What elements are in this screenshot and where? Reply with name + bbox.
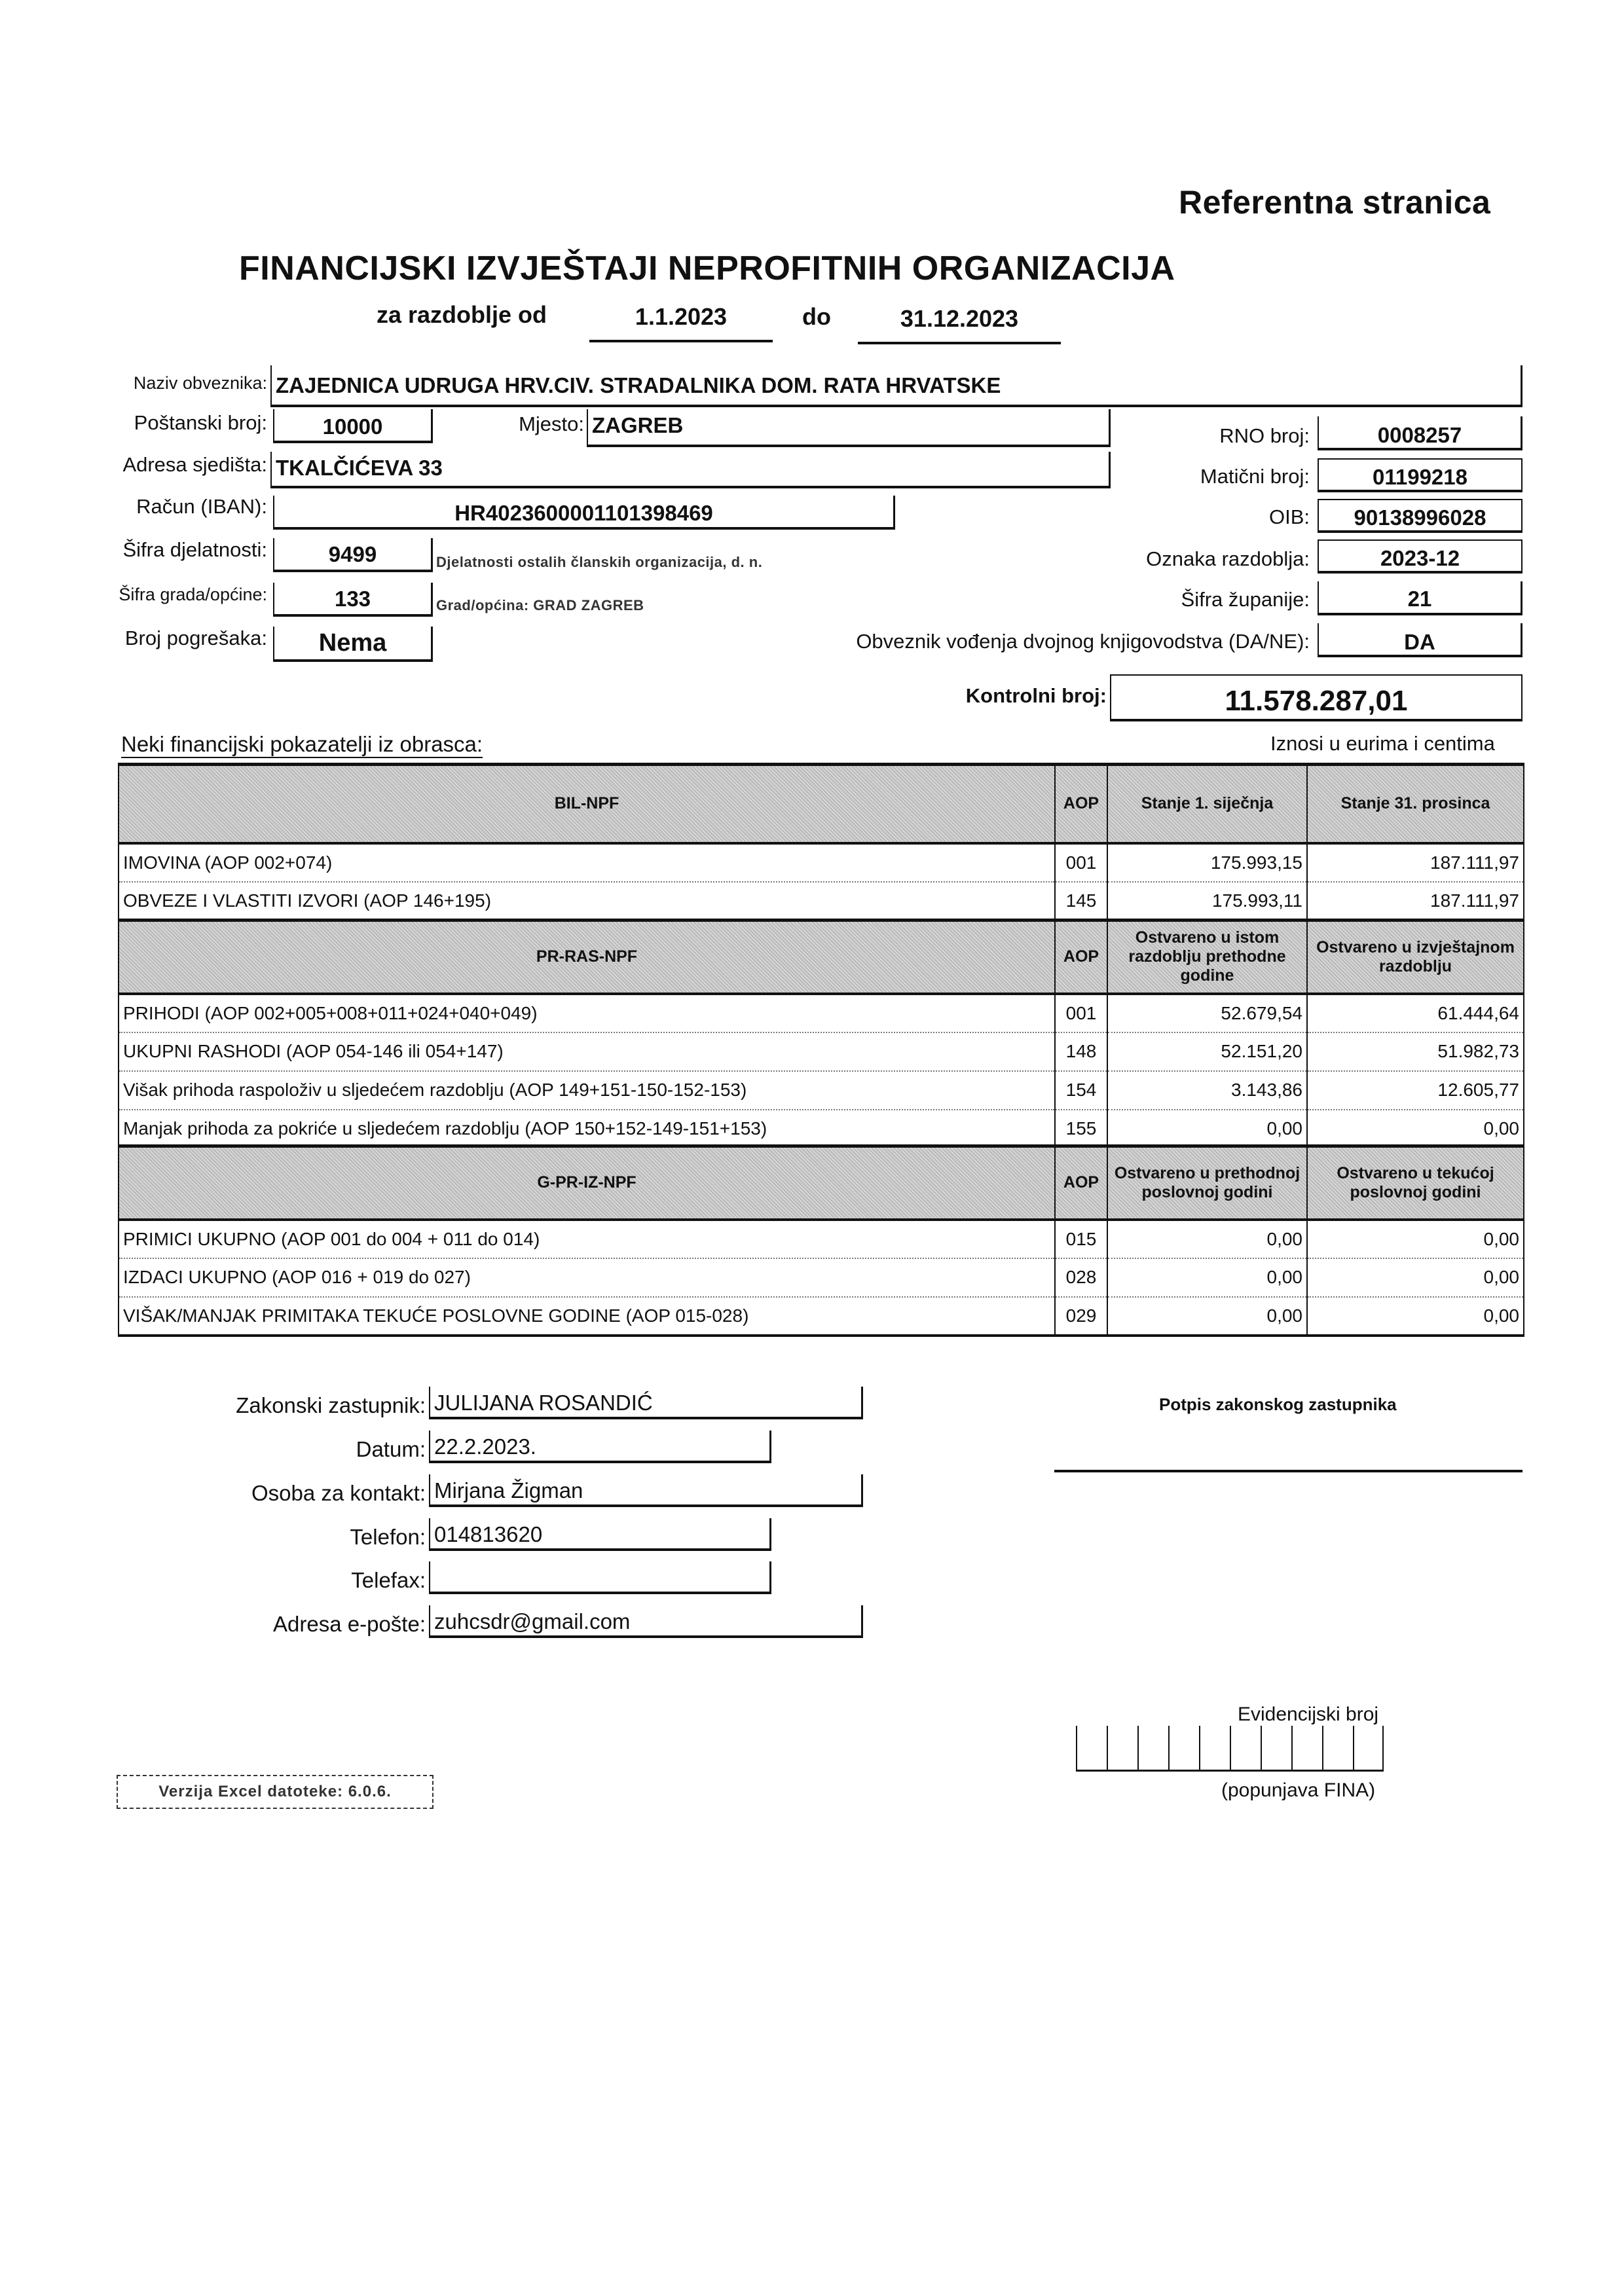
- row-value-2: 0,00: [1307, 1220, 1524, 1258]
- row-value-1: 175.993,15: [1107, 843, 1307, 882]
- broj-pogresaka-field[interactable]: Nema: [273, 627, 433, 662]
- sifra-zupanije-label: Šifra županije:: [1181, 588, 1310, 611]
- sifra-zupanije-field[interactable]: 21: [1318, 581, 1522, 615]
- evidence-digit-cell[interactable]: [1107, 1726, 1137, 1770]
- row-aop: 155: [1055, 1110, 1107, 1148]
- table-row: [119, 1297, 1524, 1336]
- row-label: Manjak prihoda za pokriće u sljedećem razdoblju (AOP 150+152-149-151+153): [119, 1110, 1055, 1148]
- row-aop: 028: [1055, 1258, 1107, 1297]
- osoba-field[interactable]: Mirjana Žigman: [429, 1474, 863, 1507]
- period-from-field[interactable]: 1.1.2023: [589, 303, 773, 342]
- row-value-1: 52.679,54: [1107, 994, 1307, 1032]
- table-row: [119, 1071, 1524, 1110]
- row-label: UKUPNI RASHODI (AOP 054-146 ili 054+147): [119, 1032, 1055, 1071]
- table-row: [119, 843, 1524, 882]
- row-label: VIŠAK/MANJAK PRIMITAKA TEKUĆE POSLOVNE GODINE (AOP 015-028): [119, 1297, 1055, 1336]
- telefax-field[interactable]: [429, 1561, 771, 1594]
- column-header-2: Stanje 31. prosinca: [1307, 765, 1524, 843]
- row-value-1: 0,00: [1107, 1110, 1307, 1148]
- row-label: PRIMICI UKUPNO (AOP 001 do 004 + 011 do 014): [119, 1220, 1055, 1258]
- column-header-1: Ostvareno u prethodnoj poslovnoj godini: [1107, 1146, 1307, 1220]
- table-row: [119, 1110, 1524, 1148]
- currency-note: Iznosi u eurima i centima: [1270, 732, 1495, 755]
- telefax-label: Telefax:: [351, 1568, 426, 1592]
- indicators-heading: Neki financijski pokazatelji iz obrasca:: [121, 732, 483, 758]
- table-row: [119, 1032, 1524, 1071]
- naziv-value: ZAJEDNICA UDRUGA HRV.CIV. STRADALNIKA DOM. RATA HRVATSKE: [276, 373, 1001, 397]
- row-label: OBVEZE I VLASTITI IZVORI (AOP 146+195): [119, 882, 1055, 920]
- row-value-1: 0,00: [1107, 1258, 1307, 1297]
- telefon-field[interactable]: 014813620: [429, 1518, 771, 1551]
- grad-description: Grad/općina: GRAD ZAGREB: [436, 597, 644, 613]
- row-value-2: 12.605,77: [1307, 1071, 1524, 1110]
- period-to-label: do: [802, 303, 831, 330]
- table-row: [119, 1258, 1524, 1297]
- telefon-label: Telefon:: [350, 1525, 426, 1549]
- row-aop: 145: [1055, 882, 1107, 920]
- dvojno-knjigovodstvo-field[interactable]: DA: [1318, 623, 1522, 657]
- row-value-2: 187.111,97: [1307, 843, 1524, 882]
- row-aop: 015: [1055, 1220, 1107, 1258]
- aop-header: AOP: [1055, 1146, 1107, 1220]
- email-field[interactable]: zuhcsdr@gmail.com: [429, 1605, 863, 1638]
- datum-label: Datum:: [356, 1437, 426, 1461]
- osoba-label: Osoba za kontakt:: [251, 1481, 426, 1505]
- evidence-number-note: (popunjava FINA): [1221, 1779, 1376, 1801]
- iban-field[interactable]: HR4023600001101398469: [273, 496, 895, 530]
- oznaka-razdoblja-label: Oznaka razdoblja:: [1146, 547, 1310, 570]
- row-value-2: 51.982,73: [1307, 1032, 1524, 1071]
- row-label: Višak prihoda raspoloživ u sljedećem razdoblju (AOP 149+151-150-152-153): [119, 1071, 1055, 1110]
- row-value-2: 0,00: [1307, 1297, 1524, 1336]
- maticni-label: Matični broj:: [1200, 465, 1310, 488]
- djelatnost-description: Djelatnosti ostalih članskih organizacija, d. n.: [436, 554, 763, 570]
- evidence-digit-cell[interactable]: [1291, 1726, 1322, 1770]
- row-aop: 148: [1055, 1032, 1107, 1071]
- evidence-digit-cell[interactable]: [1168, 1726, 1199, 1770]
- kontrolni-broj-label: Kontrolni broj:: [965, 684, 1107, 707]
- rno-label: RNO broj:: [1219, 424, 1310, 447]
- row-aop: 154: [1055, 1071, 1107, 1110]
- datum-field[interactable]: 22.2.2023.: [429, 1430, 771, 1463]
- broj-pogresaka-label: Broj pogrešaka:: [124, 627, 267, 649]
- row-value-2: 0,00: [1307, 1258, 1524, 1297]
- section-name: BIL-NPF: [119, 765, 1055, 843]
- oib-label: OIB:: [1268, 505, 1310, 528]
- g-pr-iz-npf-table: [118, 1144, 1524, 1337]
- mjesto-field[interactable]: ZAGREB: [587, 409, 1111, 447]
- naziv-label: Naziv obveznika:: [133, 373, 267, 393]
- signature-label: Potpis zakonskog zastupnika: [1159, 1394, 1397, 1414]
- table-row: [119, 882, 1524, 920]
- pr-ras-npf-table: [118, 919, 1524, 1150]
- evidence-digit-cell[interactable]: [1137, 1726, 1168, 1770]
- row-aop: 001: [1055, 994, 1107, 1032]
- dvojno-knjigovodstvo-label: Obveznik vođenja dvojnog knjigovodstva (DA/NE):: [856, 630, 1310, 653]
- section-name: PR-RAS-NPF: [119, 920, 1055, 994]
- page-label: Referentna stranica: [1179, 184, 1491, 221]
- row-value-1: 3.143,86: [1107, 1071, 1307, 1110]
- version-label: Verzija Excel datoteke: 6.0.6.: [117, 1775, 434, 1809]
- row-label: IZDACI UKUPNO (AOP 016 + 019 do 027): [119, 1258, 1055, 1297]
- row-value-1: 0,00: [1107, 1297, 1307, 1336]
- bil-npf-table: [118, 763, 1524, 922]
- zastupnik-label: Zakonski zastupnik:: [236, 1393, 426, 1417]
- postanski-broj-label: Poštanski broj:: [134, 411, 267, 434]
- evidence-digit-cell[interactable]: [1230, 1726, 1261, 1770]
- signature-line[interactable]: [1054, 1470, 1522, 1472]
- row-value-1: 175.993,11: [1107, 882, 1307, 920]
- row-label: IMOVINA (AOP 002+074): [119, 843, 1055, 882]
- section-name: G-PR-IZ-NPF: [119, 1146, 1055, 1220]
- iban-label: Račun (IBAN):: [136, 495, 267, 518]
- evidence-digit-cell[interactable]: [1076, 1726, 1107, 1770]
- column-header-2: Ostvareno u tekućoj poslovnoj godini: [1307, 1146, 1524, 1220]
- column-header-1: Stanje 1. siječnja: [1107, 765, 1307, 843]
- row-aop: 029: [1055, 1297, 1107, 1336]
- maticni-field[interactable]: 01199218: [1318, 458, 1522, 492]
- kontrolni-broj-field[interactable]: 11.578.287,01: [1110, 674, 1522, 721]
- document-title: FINANCIJSKI IZVJEŠTAJI NEPROFITNIH ORGANIZACIJA: [239, 249, 1175, 287]
- sifra-djelatnosti-label: Šifra djelatnosti:: [122, 538, 267, 561]
- oib-field[interactable]: 90138996028: [1318, 499, 1522, 533]
- table-row: [119, 994, 1524, 1032]
- adresa-field[interactable]: TKALČIĆEVA 33: [270, 452, 1111, 488]
- rno-field[interactable]: 0008257: [1318, 416, 1522, 450]
- evidence-digit-cell[interactable]: [1322, 1726, 1353, 1770]
- sifra-grada-label: Šifra grada/općine:: [119, 585, 267, 604]
- row-value-1: 0,00: [1107, 1220, 1307, 1258]
- sifra-djelatnosti-field[interactable]: 9499: [273, 538, 433, 572]
- mjesto-label: Mjesto:: [519, 412, 584, 435]
- row-aop: 001: [1055, 843, 1107, 882]
- oznaka-razdoblja-field[interactable]: 2023-12: [1318, 539, 1522, 574]
- row-label: PRIHODI (AOP 002+005+008+011+024+040+049): [119, 994, 1055, 1032]
- evidence-digit-cell[interactable]: [1261, 1726, 1291, 1770]
- zastupnik-field[interactable]: JULIJANA ROSANDIĆ: [429, 1387, 863, 1419]
- table-row: [119, 1220, 1524, 1258]
- row-value-1: 52.151,20: [1107, 1032, 1307, 1071]
- column-header-1: Ostvareno u istom razdoblju prethodne godine: [1107, 920, 1307, 994]
- sifra-grada-field[interactable]: 133: [273, 583, 433, 617]
- evidence-number-label: Evidencijski broj: [1238, 1704, 1379, 1725]
- evidence-digit-cell[interactable]: [1199, 1726, 1230, 1770]
- naziv-field[interactable]: [270, 365, 1522, 407]
- row-value-2: 61.444,64: [1307, 994, 1524, 1032]
- adresa-label: Adresa sjedišta:: [122, 453, 267, 476]
- period-label: za razdoblje od: [377, 301, 547, 328]
- row-value-2: 187.111,97: [1307, 882, 1524, 920]
- email-label: Adresa e-pošte:: [273, 1612, 426, 1636]
- aop-header: AOP: [1055, 765, 1107, 843]
- evidence-digit-cell[interactable]: [1353, 1726, 1384, 1770]
- evidence-number-boxes[interactable]: [1076, 1726, 1384, 1772]
- row-value-2: 0,00: [1307, 1110, 1524, 1148]
- aop-header: AOP: [1055, 920, 1107, 994]
- column-header-2: Ostvareno u izvještajnom razdoblju: [1307, 920, 1524, 994]
- period-to-field[interactable]: 31.12.2023: [858, 305, 1061, 344]
- postanski-broj-field[interactable]: 10000: [273, 409, 433, 443]
